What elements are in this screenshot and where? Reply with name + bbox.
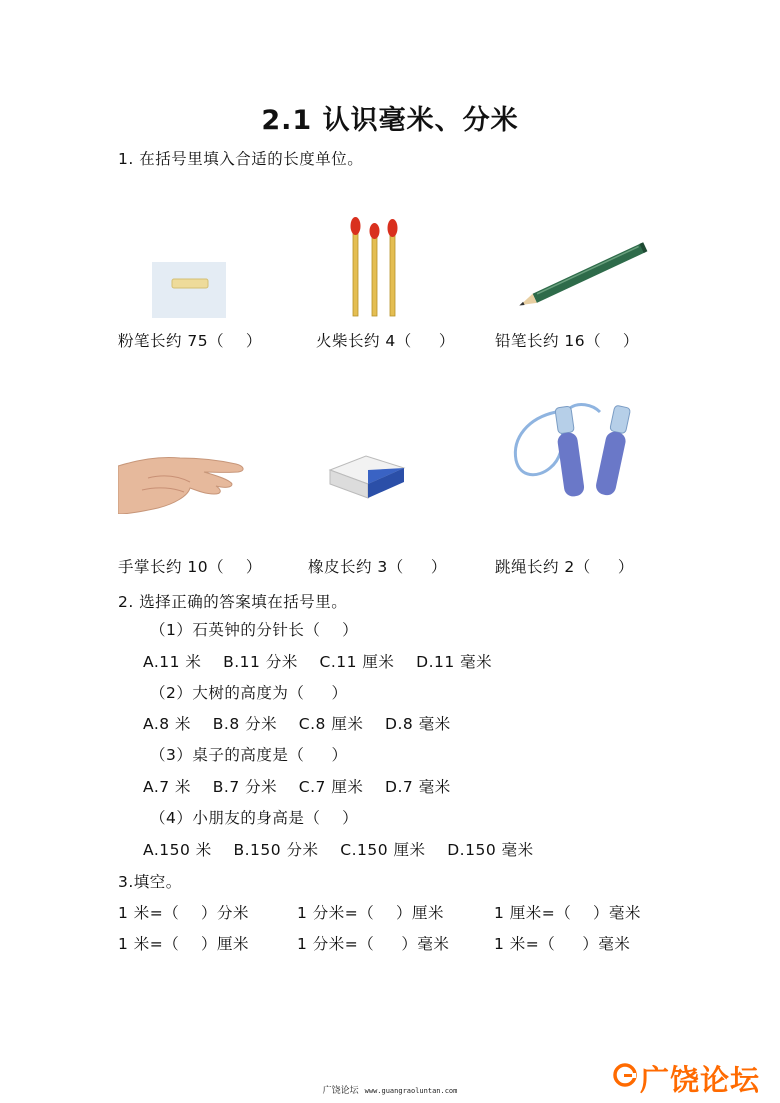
matches-picture xyxy=(346,216,406,318)
question-2-item-1-options: A.11 米 B.11 分米 C.11 厘米 D.11 毫米 xyxy=(143,653,493,671)
eraser-length-caption: 橡皮长约 3（ ） xyxy=(308,558,447,576)
forum-watermark: 广饶论坛 xyxy=(640,1063,761,1097)
eraser-picture xyxy=(326,446,408,502)
footer-site-link[interactable]: www.guangraoluntan.com xyxy=(364,1087,458,1095)
question-2-heading: 2. 选择正确的答案填在括号里。 xyxy=(118,593,348,611)
jump-rope-picture xyxy=(508,398,638,506)
palm-picture xyxy=(118,438,248,514)
question-2-item-3-options: A.7 米 B.7 分米 C.7 厘米 D.7 毫米 xyxy=(143,778,451,796)
chalk-picture xyxy=(152,262,226,318)
chalk-length-caption: 粉笔长约 75（ ） xyxy=(118,332,262,350)
fill-blank-5: 1 分米=（ ）毫米 xyxy=(297,935,450,953)
palm-length-caption: 手掌长约 10（ ） xyxy=(118,558,262,576)
question-2-item-2: （2）大树的高度为（ ） xyxy=(150,684,348,702)
question-2-item-4: （4）小朋友的身高是（ ） xyxy=(150,809,359,827)
fill-blank-1: 1 米=（ ）分米 xyxy=(118,904,249,922)
match-length-caption: 火柴长约 4（ ） xyxy=(316,332,455,350)
pencil-picture xyxy=(512,236,658,316)
pencil-length-caption: 铅笔长约 16（ ） xyxy=(495,332,639,350)
question-2-item-4-options: A.150 米 B.150 分米 C.150 厘米 D.150 毫米 xyxy=(143,841,534,859)
fill-blank-4: 1 米=（ ）厘米 xyxy=(118,935,249,953)
question-1-heading: 1. 在括号里填入合适的长度单位。 xyxy=(118,150,364,168)
question-3-heading: 3.填空。 xyxy=(118,873,182,891)
fill-blank-3: 1 厘米=（ ）毫米 xyxy=(494,904,641,922)
question-2-item-1: （1）石英钟的分针长（ ） xyxy=(150,621,359,639)
fill-blank-6: 1 米=（ ）毫米 xyxy=(494,935,631,953)
footer-brand: 广饶论坛 xyxy=(322,1086,359,1096)
fill-blank-2: 1 分米=（ ）厘米 xyxy=(297,904,444,922)
page-title: 2.1 认识毫米、分米 xyxy=(261,105,519,136)
question-2-item-2-options: A.8 米 B.8 分米 C.8 厘米 D.8 毫米 xyxy=(143,715,451,733)
rope-length-caption: 跳绳长约 2（ ） xyxy=(495,558,634,576)
question-2-item-3: （3）桌子的高度是（ ） xyxy=(150,746,348,764)
page-footer xyxy=(0,1083,780,1096)
